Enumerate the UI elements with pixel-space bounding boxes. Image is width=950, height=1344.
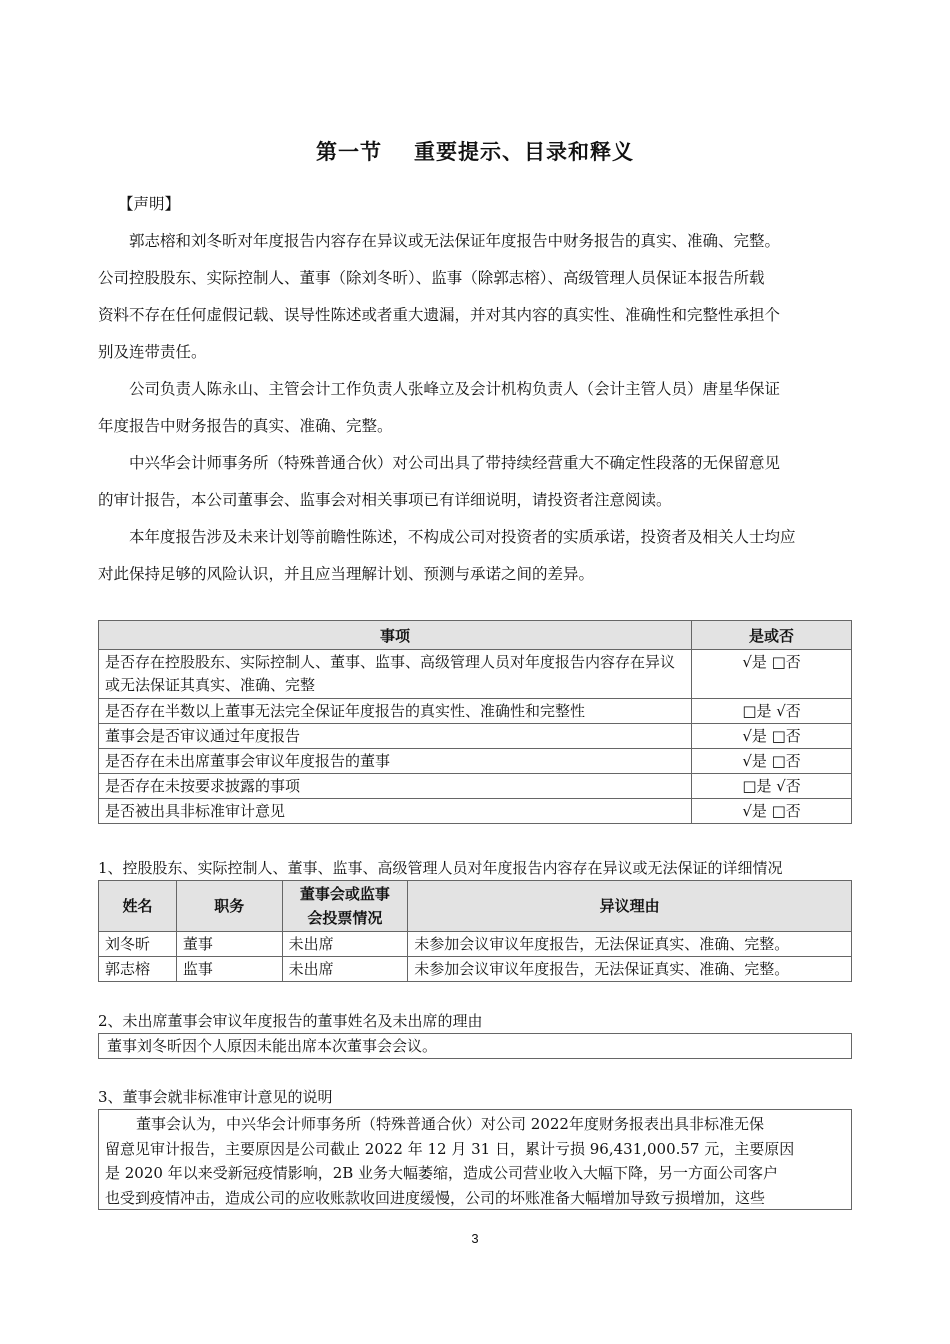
name-cell: 郭志榕 — [99, 957, 177, 982]
section-3-box — [98, 1109, 852, 1210]
text-line: 的审计报告，本公司董事会、监事会对相关事项已有详细说明，请投资者注意阅读。 — [98, 491, 672, 509]
text-line: 公司负责人陈永山、主管会计工作负责人张峰立及会计机构负责人（会计主管人员）唐星华保证 — [129, 380, 781, 398]
text-line: 本年度报告涉及未来计划等前瞻性陈述，不构成公司对投资者的实质承诺，投资者及相关人士均应 — [129, 528, 796, 546]
role-cell: 监事 — [176, 957, 282, 982]
text-line: 也受到疫情冲击，造成公司的应收账款收回进度缓慢，公司的坏账准备大幅增加导致亏损增加，这些 — [105, 1188, 766, 1207]
text-line: 留意见审计报告，主要原因是公司截止 2022 年 12 月 31 日，累计亏损 96,431,000.57 元，主要原因 — [105, 1139, 795, 1158]
matter-cell: 是否存在半数以上董事无法完全保证年度报告的真实性、准确性和完整性 — [99, 699, 692, 724]
declaration-paragraph-3 — [98, 445, 854, 519]
header-vote: 董事会或监事 会投票情况 — [282, 881, 408, 932]
objection-table — [98, 880, 852, 982]
table-row — [99, 774, 852, 799]
matter-cell: 是否被出具非标准审计意见 — [99, 799, 692, 824]
name-cell: 刘冬昕 — [99, 932, 177, 957]
text-line: 董事会认为，中兴华会计师事务所（特殊普通合伙）对公司 2022年度财务报表出具非标准无保 — [136, 1115, 764, 1133]
text-line: 公司控股股东、实际控制人、董事（除刘冬昕）、监事（除郭志榕）、高级管理人员保证本报告所载 — [98, 269, 765, 287]
matter-cell: 是否存在未按要求披露的事项 — [99, 774, 692, 799]
section-2-heading: 2、未出席董事会审议年度报告的董事姓名及未出席的理由 — [98, 1012, 483, 1030]
reason-cell: 未参加会议审议年度报告，无法保证真实、准确、完整。 — [408, 932, 852, 957]
table-header-row — [99, 881, 852, 932]
table-row — [99, 749, 852, 774]
reason-cell: 未参加会议审议年度报告，无法保证真实、准确、完整。 — [408, 957, 852, 982]
text-line: 中兴华会计师事务所（特殊普通合伙）对公司出具了带持续经营重大不确定性段落的无保留意见 — [129, 454, 781, 472]
header-reason: 异议理由 — [408, 881, 852, 932]
declaration-heading: 【声明】 — [118, 195, 181, 213]
answer-cell: √是 □否 — [692, 799, 852, 824]
header-name: 姓名 — [99, 881, 177, 932]
table-header-row — [99, 621, 852, 650]
section-2-box: 董事刘冬昕因个人原因未能出席本次董事会会议。 — [98, 1033, 852, 1059]
section-number: 第一节 — [316, 140, 382, 164]
header-role: 职务 — [176, 881, 282, 932]
section-1-heading: 1、控股股东、实际控制人、董事、监事、高级管理人员对年度报告内容存在异议或无法保证的详细情况 — [98, 859, 783, 877]
section-title — [0, 136, 950, 166]
declaration-paragraph-1 — [98, 223, 854, 371]
answer-cell: □是 √否 — [692, 774, 852, 799]
matter-cell: 是否存在控股股东、实际控制人、董事、监事、高级管理人员对年度报告内容存在异议或无法保证其真实、准确、完整 — [99, 650, 692, 699]
matter-cell: 董事会是否审议通过年度报告 — [99, 724, 692, 749]
table-row — [99, 799, 852, 824]
table-row — [99, 932, 852, 957]
header-item: 事项 — [99, 621, 692, 650]
vote-cell: 未出席 — [282, 932, 408, 957]
matters-table — [98, 620, 852, 824]
table-row — [99, 957, 852, 982]
answer-cell: √是 □否 — [692, 650, 852, 699]
answer-cell: √是 □否 — [692, 724, 852, 749]
text-line: 郭志榕和刘冬昕对年度报告内容存在异议或无法保证年度报告中财务报告的真实、准确、完整。 — [129, 232, 781, 250]
role-cell: 董事 — [176, 932, 282, 957]
matter-cell: 是否存在未出席董事会审议年度报告的董事 — [99, 749, 692, 774]
table-row — [99, 650, 852, 699]
answer-cell: √是 □否 — [692, 749, 852, 774]
text-line: 是 2020 年以来受新冠疫情影响，2B 业务大幅萎缩，造成公司营业收入大幅下降，另一方面公司客户 — [105, 1164, 779, 1182]
text-line: 对此保持足够的风险认识，并且应当理解计划、预测与承诺之间的差异。 — [98, 565, 595, 583]
section-name: 重要提示、目录和释义 — [414, 140, 634, 164]
declaration-paragraph-2 — [98, 371, 854, 445]
table-row — [99, 724, 852, 749]
page-number: 3 — [471, 1231, 479, 1246]
text-line: 别及连带责任。 — [98, 343, 207, 361]
answer-cell: □是 √否 — [692, 699, 852, 724]
text-line: 资料不存在任何虚假记载、误导性陈述或者重大遗漏，并对其内容的真实性、准确性和完整性承担个 — [98, 306, 781, 324]
header-yes-no: 是或否 — [692, 621, 852, 650]
section-3-heading: 3、董事会就非标准审计意见的说明 — [98, 1088, 333, 1106]
table-row — [99, 699, 852, 724]
vote-cell: 未出席 — [282, 957, 408, 982]
declaration-paragraph-4 — [98, 519, 854, 593]
text-line: 年度报告中财务报告的真实、准确、完整。 — [98, 417, 393, 435]
